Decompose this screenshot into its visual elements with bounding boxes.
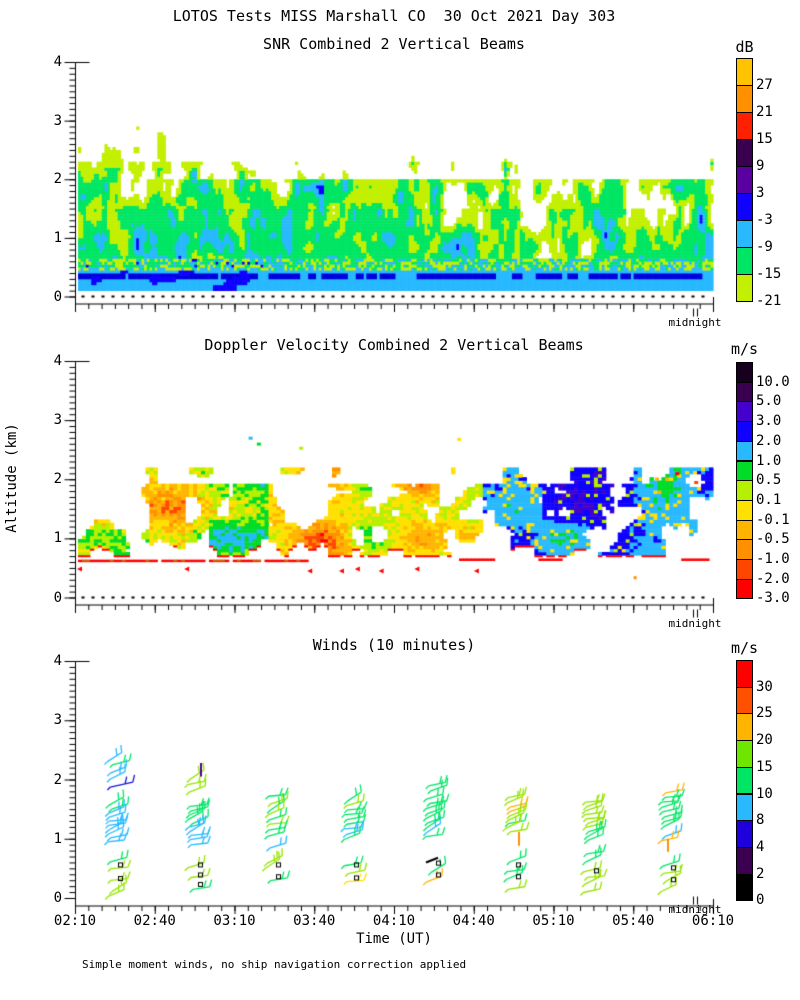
- colorbar-segment: [736, 559, 753, 580]
- colorbar-segment: [736, 660, 753, 688]
- colorbar-tick-label: 0.1: [756, 491, 782, 508]
- x-tick-label: 06:10: [691, 913, 735, 929]
- y-tick-label: 4: [53, 353, 62, 369]
- colorbar-segment: [736, 579, 753, 600]
- colorbar-tick-label: 15: [756, 758, 773, 775]
- y-tick-label: 3: [53, 412, 62, 429]
- colorbar-segment: [736, 58, 753, 86]
- colorbar-segment: [736, 740, 753, 768]
- colorbar-tick-label: 1.0: [756, 452, 782, 469]
- x-tick-label: 02:10: [53, 913, 97, 929]
- y-tick-label: 3: [53, 112, 62, 129]
- y-tick-label: 0: [53, 890, 62, 906]
- colorbar-tick-label: -0.1: [756, 511, 790, 528]
- colorbar-segment: [736, 461, 753, 482]
- y-tick-label: 4: [53, 653, 62, 669]
- colorbar-tick-label: 10.0: [756, 373, 790, 390]
- y-tick-label: 2: [53, 771, 62, 788]
- colorbar-tick-label: 2: [756, 865, 765, 882]
- colorbar-segment: [736, 421, 753, 442]
- colorbar-tick-label: 5.0: [756, 393, 782, 410]
- colorbar-segment: [736, 85, 753, 113]
- y-tick-label: 1: [53, 229, 62, 246]
- colorbar-segment: [736, 820, 753, 848]
- y-tick-label: 1: [53, 530, 62, 547]
- x-tick-label: 05:10: [532, 913, 575, 929]
- colorbar-segment: [736, 539, 753, 560]
- colorbar-tick-label: 3: [756, 185, 765, 201]
- colorbar-tick-label: 15: [756, 131, 773, 147]
- colorbar-tick-label: -0.5: [756, 531, 790, 548]
- midnight-label-snr: midnight: [668, 316, 722, 329]
- y-tick-label: 3: [53, 712, 62, 729]
- colorbar-segment: [736, 193, 753, 221]
- colorbar-tick-label: -3.0: [756, 590, 790, 607]
- colorbar-segment: [736, 500, 753, 521]
- colorbar-segment: [736, 794, 753, 822]
- x-tick-label: 03:40: [293, 913, 336, 929]
- x-tick-label: 05:40: [612, 913, 655, 929]
- panel-snr-title: SNR Combined 2 Vertical Beams: [263, 35, 525, 53]
- colorbar-snr-title: dB: [735, 38, 754, 56]
- colorbar-segment: [736, 247, 753, 275]
- colorbar-tick-label: 9: [756, 158, 765, 174]
- x-tick-label: 02:40: [133, 913, 176, 929]
- colorbar-tick-label: 10: [756, 785, 773, 802]
- y-tick-label: 4: [53, 54, 62, 70]
- colorbar-segment: [736, 220, 753, 248]
- y-tick-label: 0: [53, 589, 62, 606]
- colorbar-tick-label: -2.0: [756, 570, 790, 587]
- colorbar-tick-label: 8: [756, 812, 765, 829]
- colorbar-tick-label: -9: [756, 239, 773, 255]
- x-tick-label: 04:40: [452, 913, 495, 929]
- colorbar-segment: [736, 362, 753, 383]
- midnight-label-doppler: midnight: [668, 617, 722, 630]
- colorbar-segment: [736, 713, 753, 741]
- page-title: LOTOS Tests MISS Marshall CO 30 Oct 2021 Day 303: [172, 7, 616, 25]
- altitude-axis-label: Altitude (km): [4, 423, 20, 533]
- colorbar-segment: [736, 874, 753, 902]
- colorbar-snr: [736, 58, 753, 301]
- midnight-label-winds: midnight: [668, 903, 722, 916]
- colorbar-tick-label: -3: [756, 212, 773, 228]
- colorbar-tick-label: 2.0: [756, 432, 782, 449]
- colorbar-segment: [736, 401, 753, 422]
- colorbar-doppler: [736, 362, 753, 598]
- y-tick-label: 0: [53, 288, 62, 305]
- colorbar-segment: [736, 441, 753, 462]
- colorbar-segment: [736, 274, 753, 302]
- colorbar-segment: [736, 139, 753, 167]
- colorbar-segment: [736, 480, 753, 501]
- colorbar-segment: [736, 382, 753, 403]
- x-tick-label: 04:10: [372, 913, 416, 929]
- panel-doppler-title: Doppler Velocity Combined 2 Vertical Beams: [204, 336, 584, 354]
- colorbar-tick-label: 30: [756, 678, 773, 695]
- y-tick-label: 2: [53, 471, 62, 488]
- colorbar-tick-label: 3.0: [756, 413, 782, 430]
- colorbar-winds: [736, 660, 753, 900]
- colorbar-tick-label: 0: [756, 892, 765, 909]
- colorbar-doppler-title: m/s: [730, 340, 759, 358]
- colorbar-segment: [736, 687, 753, 715]
- colorbar-segment: [736, 166, 753, 194]
- time-axis-label: Time (UT): [356, 931, 432, 947]
- colorbar-tick-label: 25: [756, 705, 773, 722]
- panel-winds-title: Winds (10 minutes): [312, 636, 476, 654]
- colorbar-tick-label: 20: [756, 732, 773, 749]
- colorbar-winds-title: m/s: [730, 639, 759, 657]
- footer-note: Simple moment winds, no ship navigation correction applied: [82, 958, 467, 971]
- colorbar-segment: [736, 847, 753, 875]
- colorbar-tick-label: 4: [756, 838, 765, 855]
- colorbar-segment: [736, 112, 753, 140]
- colorbar-tick-label: 21: [756, 104, 773, 120]
- colorbar-tick-label: -15: [756, 266, 782, 282]
- colorbar-tick-label: 27: [756, 77, 773, 93]
- colorbar-tick-label: 0.5: [756, 472, 782, 489]
- y-tick-label: 1: [53, 830, 62, 847]
- x-tick-label: 03:10: [213, 913, 256, 929]
- colorbar-tick-label: -1.0: [756, 551, 790, 567]
- colorbar-segment: [736, 520, 753, 541]
- colorbar-segment: [736, 767, 753, 795]
- y-tick-label: 2: [53, 171, 62, 188]
- colorbar-tick-label: -21: [756, 293, 782, 309]
